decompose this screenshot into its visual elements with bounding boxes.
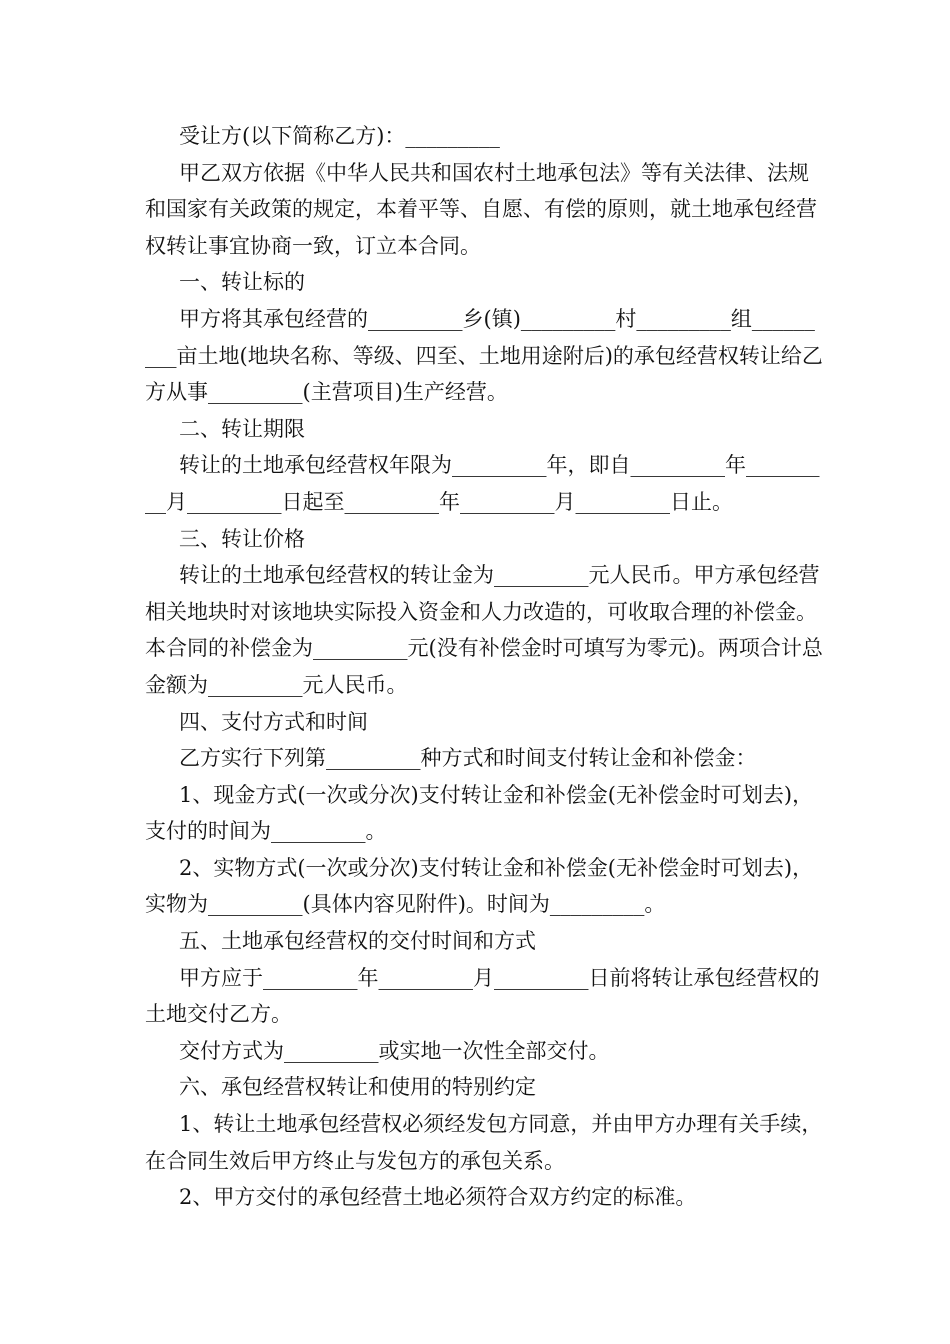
paragraph-payment-method: 乙方实行下列第_________种方式和时间支付转让金和补偿金： bbox=[179, 746, 757, 771]
heading-payment-method: 四、支付方式和时间 bbox=[179, 709, 368, 734]
paragraph-special-term-1: 1、转让土地承包经营权必须经发包方同意，并由甲方办理有关手续，在合同生效后甲方终止与发包方的承包关系。 bbox=[145, 1112, 823, 1173]
paragraph-transfer-subject: 甲方将其承包经营的_________乡(镇)_________村_________组_________亩土地(地块名称、等级、四至、土地用途附后)的承包经营权转让给乙方从事_________(主营项目)生产经营。 bbox=[145, 306, 823, 405]
heading-transfer-subject: 一、转让标的 bbox=[179, 270, 305, 295]
paragraph-payment-cash: 1、现金方式(一次或分次)支付转让金和补偿金(无补偿金时可划去)，支付的时间为_________。 bbox=[145, 782, 814, 844]
heading-special-terms: 六、承包经营权转让和使用的特别约定 bbox=[179, 1075, 536, 1100]
paragraph-transfer-price: 转让的土地承包经营权的转让金为_________元人民币。甲方承包经营相关地块时对该地块实际投入资金和人力改造的，可收取合理的补偿金。本合同的补偿金为_________元(没有补偿金时可填写为零元)。两项合计总金额为_________元人民币。 bbox=[145, 563, 823, 697]
contract-document bbox=[145, 118, 825, 1216]
paragraph-transferee: 受让方(以下简称乙方)：_________ bbox=[179, 124, 500, 148]
paragraph-delivery-method: 交付方式为_________或实地一次性全部交付。 bbox=[179, 1038, 610, 1063]
heading-transfer-price: 三、转让价格 bbox=[179, 526, 305, 551]
paragraph-transfer-term: 转让的土地承包经营权年限为_________年，即自_________年_________月_________日起至_________年_________月_________日止。 bbox=[145, 453, 820, 514]
heading-delivery: 五、土地承包经营权的交付时间和方式 bbox=[179, 929, 536, 954]
paragraph-special-term-2: 2、甲方交付的承包经营土地必须符合双方约定的标准。 bbox=[179, 1185, 697, 1210]
heading-transfer-term: 二、转让期限 bbox=[179, 416, 305, 441]
paragraph-payment-kind: 2、实物方式(一次或分次)支付转让金和补偿金(无补偿金时可划去)，实物为_________(具体内容见附件)。时间为_________。 bbox=[145, 855, 814, 917]
paragraph-preamble: 甲乙双方依据《中华人民共和国农村土地承包法》等有关法律、法规和国家有关政策的规定，本着平等、自愿、有偿的原则，就土地承包经营权转让事宜协商一致，订立本合同。 bbox=[145, 160, 817, 258]
paragraph-delivery-date: 甲方应于_________年_________月_________日前将转让承包经营权的土地交付乙方。 bbox=[145, 965, 820, 1027]
